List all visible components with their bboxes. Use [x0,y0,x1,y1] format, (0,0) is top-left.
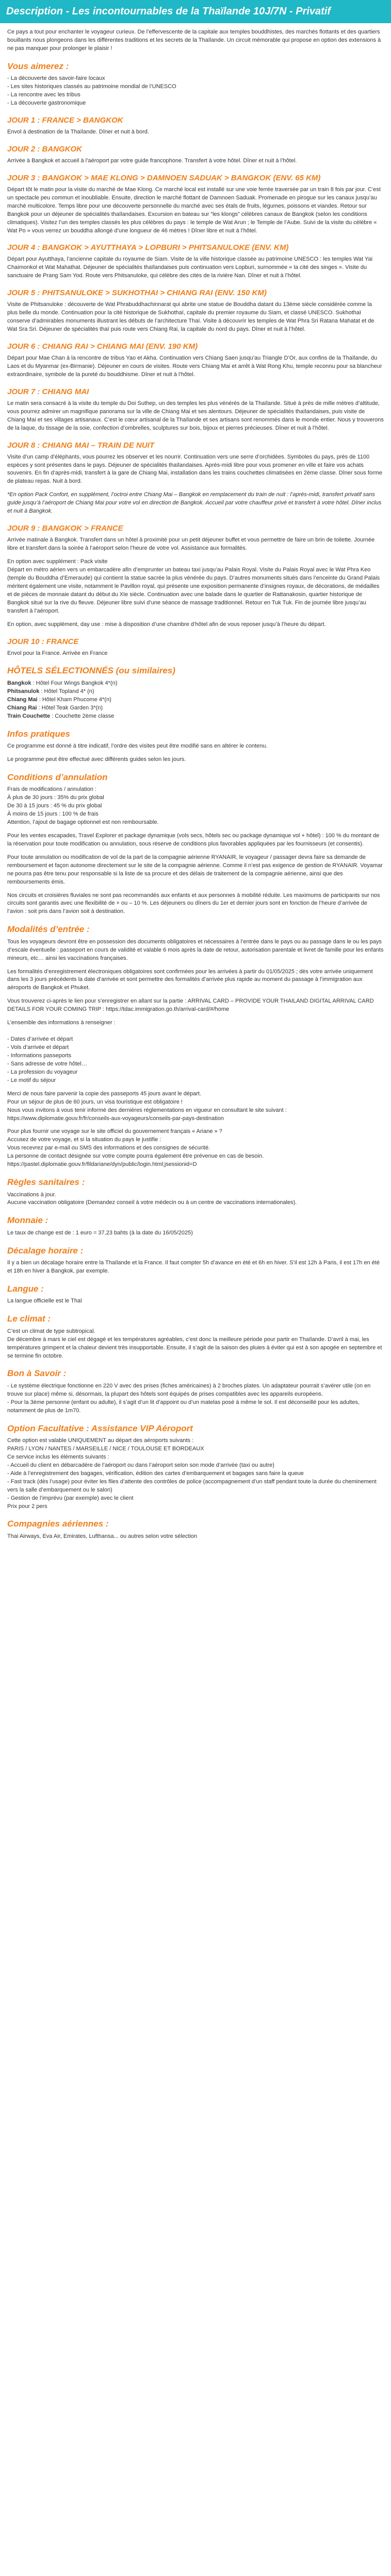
day-title: JOUR 7 : CHIANG MAI [7,387,89,396]
decalage-title: Décalage horaire : [7,1245,84,1256]
modalites-paragraph: Tous les voyageurs devront être en possession des documents obligatoires et nécessaires à l’entrée dans le pays ou au passage dans le ou les pays d’escale éventuelle : passeport en cours de validité et valable 6 mois après la date de retour, autorisation parentale et livret de famille pour les enfants mineurs, etc… ainsi les vaccinations françaises. [7,938,384,961]
infos-title: Infos pratiques [7,728,70,739]
conditions-title: Conditions d’annulation [7,772,108,782]
day-text: Départ tôt le matin pour la visite du marché de Mae Klong. Ce marché local est installé sur une voie ferrée traversée par un train 8 fois par jour. C’est un spectacle peu commun et inoubliable. Ensuite, direction le marché flottant de Damnoen Saduak. Promenade en pirogue sur les canaux jusqu’au marché multicolore. Temps libre pour une découverte personnelle du marché avec ses étals de fruits, légumes, poissons et viandes. Retour sur Bangkok pour un déjeuner de spécialités thaïlandaises. Excursion en bateau sur “les klongs” célèbres canaux de Bangkok (selon les conditions climatiques). Visitez l’un des temples classés les plus célèbres du pays : le temple de Wat Arun ; le Temple de l’Aube. Suivi de la visite du célèbre « Wat Po » vous verrez un bouddha allongé d’une longueur de 46 mètres ! Dîner libre et nuit à l’hôtel. [7,186,381,234]
option-vip-title: Option Facultative : Assistance VIP Aéroport [7,1423,193,1433]
compagnies-paragraph: Thai Airways, Eva Air, Emirates, Lufthansa... ou autres selon votre sélection [7,1533,198,1539]
day-text: Arrivée matinale à Bangkok. Transfert dans un hôtel à proximité pour un petit déjeuner buffet et vous permettre de faire un brin de toilette. Journée libre et transfert dans la soirée à l’aéroport selon l’heure de votre vol. Assistance aux formalités. [7,537,375,552]
modalites-paragraph: Vous trouverez ci-après le lien pour s’enregistrer en allant sur la partie : ARRIVAL CARD – PROVIDE YOUR THAILAND DIGITAL ARRIVAL CARD DETAILS FOR YOUR COMING TRIP : https://tdac.immigration.go.th/arrival-card/#/home [7,998,374,1013]
hotel-name: : Hôtel Four Wings Bangkok 4*(n) [31,680,118,686]
bon-savoir-section [7,1368,384,1415]
modalites-paragraph: L’ensemble des informations à renseigner : - Dates d’arrivée et départ - Vols d’arrivée et départ - Informations passeports - Sans adresse de votre hôtel… - La profession du voyageur - Le motif du séjour [7,1020,116,1083]
day-text: Départ pour Mae Chan à la rencontre de tribus Yao et Akha. Continuation vers Chiang Saen jusqu’au Triangle D’Or, aux confins de la Thaïlande, du Laos et du Myanmar (ex-Birmanie). Déjeuner en cours de visites. Route vers Chiang Mai et arrêt à Wat Rong Khu, temple reconnu pour sa blancheur extraordinaire, symbole de la pureté du bouddhisme. Dîner et nuit à l’hôtel. [7,355,382,378]
vous-aimerez-section [7,61,384,108]
day-title: JOUR 9 : BANGKOK > FRANCE [7,524,123,533]
vous-aimerez-item: - La découverte gastronomique [7,100,86,107]
day-title: JOUR 8 : CHIANG MAI – TRAIN DE NUIT [7,440,155,450]
monnaie-section [7,1215,384,1237]
climat-paragraph: C’est un climat de type subtropical. De décembre à mars le ciel est dégagé et les températures agréables, c’est donc la meilleure période pour partir en Thaïlande. D’avril à mai, les températures grimpent et la chaleur devient très insupportable. Ensuite, il s’agit de la saison des pluies à éviter qui est à son apogée en septembre et se termine fin octobre. [7,1328,382,1359]
conditions-paragraph: Nos circuits et croisières fluviales ne sont pas recommandés aux enfants et aux personnes à mobilité réduite. Les maximums de participants sur nos circuits sont garantis avec une flexibilité de + ou – 10 %. Les déjeuners ou dîners du 1er et dernier jours sont en fonction de l’heure d’arrivée de l’avion : soit pris dans l’avion soit à destination. [7,892,380,915]
day-title: JOUR 6 : CHIANG RAI > CHIANG MAI (ENV. 190 KM) [7,342,198,351]
conditions-paragraph: Pour les ventes escapades, Travel Explorer et package dynamique (vols secs, hôtels sec ou package dynamique vol + hôtel) : 100 % du montant de la réservation pour toute modification ou annulation, sous réserve de conditions plus favorables appliquées par les fournisseurs (et consentis). [7,832,380,847]
sanitaires-paragraph: Vaccinations à jour. Aucune vaccination obligatoire (Demandez conseil à votre médecin ou à un centre de vaccinations internationales). [7,1191,297,1206]
day-title: JOUR 5 : PHITSANULOKE > SUKHOTHAI > CHIANG RAI (ENV. 150 KM) [7,289,267,298]
langue-section [7,1284,384,1306]
monnaie-title: Monnaie : [7,1215,48,1226]
bon-savoir-paragraph: - Le système électrique fonctionne en 220 V avec des prises (fiches américaines) à 2 broches plates. Un adaptateur pourrait s’avérer utile (on en trouve sur place) même si, désormais, la plupart des hôtels sont équipés de prises compatibles avec les appareils européens. - Pour la 3ème personne (enfant ou adulte), il s’agit d’un lit d’appoint ou d’un matelas posé à même le sol. Il est déconseillé pour les adultes, notamment de plus de 1m70. [7,1382,371,1414]
hotel-city: Chiang Mai [7,696,38,703]
langue-paragraph: La langue officielle est le Thaï [7,1298,83,1304]
day-title: JOUR 1 : FRANCE > BANGKOK [7,115,123,125]
decalage-paragraph: Il y a bien un décalage horaire entre la Thaïlande et la France. Il faut compter 5h d’avance en été et 6h en hiver. S’il est 12h à Paris, il est 17h en été et 18h en hiver à Bangkok, par exemple. [7,1260,380,1275]
vous-aimerez-item: - La rencontre avec les tribus [7,92,80,98]
infos-paragraph: Le programme peut être effectué avec différents guides selon les jours. [7,756,186,762]
bon-savoir-title: Bon à Savoir : [7,1368,67,1379]
day-text: Le matin sera consacré à la visite du temple du Doi Suthep, un des temples les plus vénérés de la Thaïlande. Situé à près de mille mètres d’altitude, vous pourrez admirer un magnifique panorama sur la ville de Chiang Mai et ses alentours. Déjeuner de spécialités thaïlandaises, puis visite de Chiang Mai et ses villages artisanaux. C’est le cœur artisanal de la Thaïlande et ses artisans sont renommés dans le monde entier. Nous y trouverons de la laque, du tissage de la soie, confection d’ombrelles, sculptures sur bois, bijoux et pierres précieuses. Dîner et nuit à l’hôtel. [7,400,384,431]
modalites-paragraph: Pour plus fournir une voyage sur le site officiel du gouvernement français « Ariane » ? Accusez de votre voyage, et si la situation du pays le justifie : Vous recevrez par e-mail ou SMS des informations et des consignes de sécurité. La personne de contact désignée sur votre compte pourra également être prévenue en cas de besoin. https://pastel.diplomatie.gouv.fr/fildariane/dyn/public/login.html;jsessionid=D [7,1128,264,1168]
hotel-item [7,713,384,721]
hotel-name: : Hôtel Teak Garden 3*(n) [37,704,103,711]
hotel-item [7,696,384,704]
hotel-item [7,680,384,688]
hotel-item [7,704,384,713]
langue-title: Langue : [7,1284,44,1294]
option-day-use: En option, avec supplément, day use : mise à disposition d’une chambre d’hôtel afin de vous reposer jusqu’à l’heure du départ. [7,621,326,628]
modalites-section [7,924,384,1169]
hotel-city: Train Couchette [7,713,51,719]
monnaie-paragraph: Le taux de change est de : 1 euro = 37,23 bahts (à la date du 16/05/2025) [7,1229,193,1236]
vous-aimerez-item: - La découverte des savoir-faire locaux [7,75,105,82]
hotels-title: HÔTELS SÉLECTIONNÉS (ou similaires) [7,666,175,676]
modalites-paragraph: Merci de nous faire parvenir la copie des passeports 45 jours avant le départ. Pour un séjour de plus de 60 jours, un visa touristique est obligatoire ! Nous vous invitons à vous tenir informé des dernières réglementations en vigueur en consultant le site suivant : https://www.diplomatie.gouv.fr/fr/conseils-aux-voyageurs/conseils-par-pays-destination [7,1090,287,1122]
climat-title: Le climat : [7,1314,51,1324]
day-text: Visite d’un camp d’éléphants, vous pourrez les observer et les nourrir. Continuation vers une serre d’orchidées. Symboles du pays, près de 1100 espèces y sont présentes dans le pays. Déjeuner de spécialités thaïlandaises. Après-midi libre pour vous promener en ville et faire vos achats souvenirs. En fin d’après-midi, transfert à la gare de Chiang Mai, installation dans les trains couchettes climatisées en 2ème classe. Dîner sous forme de plateau repas. Nuit à bord. [7,453,382,485]
hotel-city: Phitsanulok [7,688,40,694]
option-vip-section [7,1423,384,1511]
hotels-section [7,666,384,720]
hotel-city: Bangkok [7,680,31,686]
intro-paragraph: Ce pays a tout pour enchanter le voyageur curieux. De l’effervescente de la capitale aux temples bouddhistes, des marchés flottants et des quartiers bouillants nous plongeons dans les différentes traditions et les secrets de la Thaïlande. Un circuit mémorable qui propose en option des extensions à ne pas manquer pour prolonger le plaisir ! [7,29,381,52]
day-text: Départ pour Ayutthaya, l’ancienne capitale du royaume de Siam. Visite de la ville historique classée au patrimoine UNESCO : les temples Wat Yai Chaimonkol et Wat Mahathat. Déjeuner de spécialités thaïlandaises puis continuation vers Lopburi, surnommée « la cité des singes ». Visite du sanctuaire de Prang Sam Yod. Route vers Phitsanuloke, qui célèbre des cités de la rivière Nan. Dîner et nuit à l’hôtel. [7,256,373,279]
day-text: Visite de Phitsanuloke : découverte de Wat Phrabuddhachinnarat qui abrite une statue de Bouddha datant du 13ème siècle considérée comme la plus belle du monde. Continuation pour la cité historique de Sukhothaï, capitale du premier royaume du Siam, et classé UNESCO. Sukhothaï conserve d’admirables monuments illustrant les débuts de l’architecture Thaï. Visite à découvrir les temples de Wat Phra Sri Ratana Mahatat et de Wat Sra Sri. Déjeuner de spécialités thaï puis route vers Chiang Rai, la capitale du nord du pays. Dîner et nuit à l’hôtel. [7,301,374,333]
compagnies-section [7,1519,384,1540]
sanitaires-title: Règles sanitaires : [7,1177,85,1188]
conditions-section [7,772,384,917]
hotel-name: : Hôtel Topland 4* (n) [39,688,94,694]
hotel-item [7,688,384,696]
hotel-name: : Couchette 2ème classe [50,713,115,719]
hotel-city: Chiang Rai [7,704,37,711]
conditions-paragraph: Frais de modifications / annulation : À plus de 30 jours : 35% du prix global De 30 à 15 jours : 45 % du prix global À moins de 15 jours : 100 % de frais Attention, l’ajout de bagage optionnel est non remboursable. [7,786,159,825]
day-text: Envol à destination de la Thaïlande. Dîner et nuit à bord. [7,128,149,135]
vous-aimerez-item: - Les sites historiques classés au patrimoine mondial de l’UNESCO [7,83,176,90]
infos-paragraph: Ce programme est donné à titre indicatif, l’ordre des visites peut être modifié sans en altérer le contenu. [7,742,268,749]
option-vip-paragraph: Cette option est valable UNIQUEMENT au départ des aéroports suivants : PARIS / LYON / NANTES / MARSEILLE / NICE / TOULOUSE ET BORDEAUX Ce service inclus les éléments suivants : - Accueil du client en débarcadère de l’aéroport ou dans l’aéroport selon son mode d’arrivée (taxi ou autre) - Aide à l’enregistrement des bagages, vérification, édition des cartes d’embarquement et bagages sans faire la queue - Fast track (dès l’usage) pour éviter les files d’attente des contrôles de police (accompagnement d’un staff pendant toute la durée du cheminement vers la salle d’embarquement ou le salon) - Gestion de l’imprévu (par exemple) avec le client Prix pour 2 pers [7,1437,377,1510]
option-pack-confort: *En option Pack Confort, en supplément, l’octroi entre Chiang Mai – Bangkok en remplacement du train de nuit : l’après-midi, transfert privatif sans guide jusqu’à l’aéroport de Chiang Mai pour votre vol en direction de Bangkok. Accueil par votre chauffeur privé et transfert à votre hôtel. Dîner inclus et nuit à Bangkok. [7,492,382,515]
day-title: JOUR 3 : BANGKOK > MAE KLONG > DAMNOEN SADUAK > BANGKOK (ENV. 65 KM) [7,173,321,182]
modalites-title: Modalités d’entrée : [7,924,90,935]
conditions-paragraph: Pour toute annulation ou modification de vol de la part de la compagnie aérienne RYANAIR, le voyageur / passager devra faire sa demande de remboursement et façon autonome directement sur le site de la compagnie aérienne. Comme il n’est pas exigence de gestion de RYANAIR. Voyamar ne pourra pas être tenu pour responsable si la liste de sa procure et des délais de traitement de la compagnie aérienne, ainsi que des remboursements émis. [7,854,383,885]
page-title: Description - Les incontournables de la Thaïlande 10J/7N - Privatif [0,0,391,23]
description-content [0,23,391,1556]
vous-aimerez-title: Vous aimerez : [7,61,69,71]
day-title: JOUR 10 : FRANCE [7,637,79,646]
day-text: Arrivée à Bangkok et accueil à l’aéroport par votre guide francophone. Transfert à votre hôtel. Dîner et nuit à l’hôtel. [7,157,297,164]
option-pack-visite: En option avec supplément : Pack visite Départ en métro aérien vers un embarcadère afin d’emprunter un bateau taxi jusqu’au Palais Royal. Visite du Palais Royal avec le Wat Phra Keo (temple du Bouddha d’Emeraude) qui contient la statue sacrée la plus vénérée du pays. D’autres monuments situés dans l’enceinte du Grand Palais méritent également une visite, notamment le Pavillon royal, qui présente une exposition permanente d’insignes royaux, de décorations, de médailles et de pièces de monnaie datant du début du XIe siècle. Continuation avec une balade dans le quartier de Rattanakosin, quartier historique de Bangkok situé sur la rive du fleuve. Déjeuner libre suivi d’une séance de massage traditionnel. Retour en Tuk Tuk. Fin de journée libre jusqu’au transfert à l’aéroport. [7,558,380,614]
climat-section [7,1314,384,1360]
day-text: Envol pour la France. Arrivée en France [7,650,108,656]
compagnies-title: Compagnies aériennes : [7,1519,109,1529]
sanitaires-section [7,1177,384,1207]
itinerary [7,116,384,658]
infos-section [7,729,384,764]
day-title: JOUR 2 : BANGKOK [7,144,83,154]
day-title: JOUR 4 : BANGKOK > AYUTTHAYA > LOPBURI > PHITSANULOKE (ENV. KM) [7,243,289,252]
modalites-paragraph: Les formalités d’enregistrement électroniques obligatoires sont confirmées pour les arrivées à partir du 01/05/2025 ; dès votre arrivée uniquement dans les 3 jours précédents la date d’arrivée et sont permettre des formalités d’arrivée plus rapide au moment du passage à l’immigration aux aéroports de Bangkok et Phuket. [7,968,373,991]
decalage-section [7,1246,384,1276]
hotel-name: : Hôtel Kham Phucome 4*(n) [37,696,111,703]
